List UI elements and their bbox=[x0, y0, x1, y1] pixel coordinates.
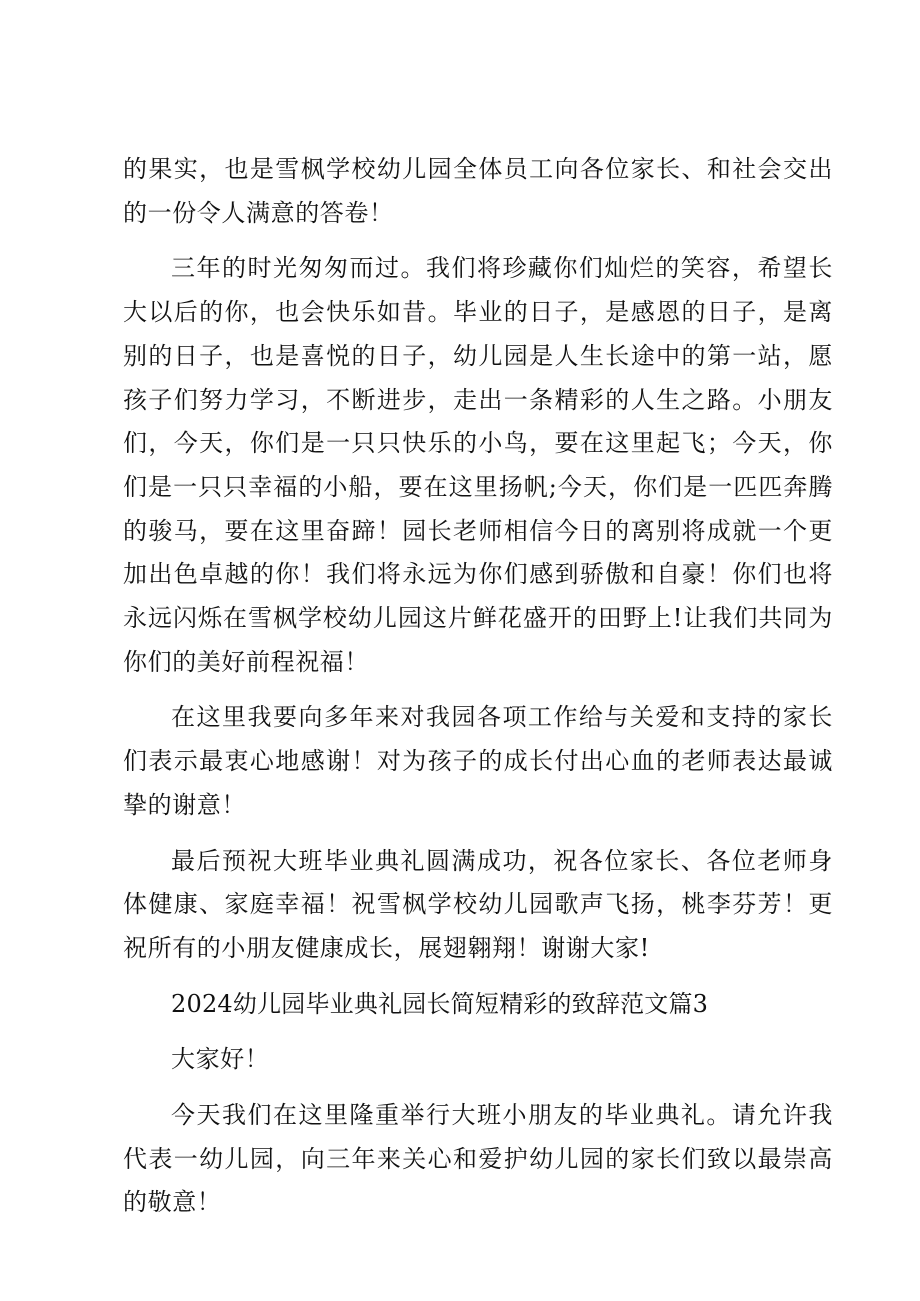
paragraph-farewell: 三年的时光匆匆而过。我们将珍藏你们灿烂的笑容，希望长大以后的你，也会快乐如昔。毕业的日子，是感恩的日子，是离别的日子，也是喜悦的日子，幼儿园是人生长途中的第一站，愿孩子们努力学习，不断进步，走出一条精彩的人生之路。小朋友们，今天，你们是一只只快乐的小鸟，要在这里起飞；今天，你们是一只只幸福的小船，要在这里扬帆;今天，你们是一匹匹奔腾的骏马，要在这里奋蹄！园长老师相信今日的离别将成就一个更加出色卓越的你！我们将永远为你们感到骄傲和自豪！你们也将永远闪烁在雪枫学校幼儿园这片鲜花盛开的田野上!让我们共同为你们的美好前程祝福！ bbox=[123, 254, 833, 676]
document-body bbox=[123, 148, 833, 1237]
section-heading: 2024幼儿园毕业典礼园长简短精彩的致辞范文篇3 bbox=[171, 989, 709, 1018]
paragraph-wishes: 最后预祝大班毕业典礼圆满成功，祝各位家长、各位老师身体健康、家庭幸福！祝雪枫学校幼儿园歌声飞扬，桃李芬芳！更祝所有的小朋友健康成长，展翅翱翔！谢谢大家! bbox=[123, 846, 833, 962]
paragraph-opening: 今天我们在这里隆重举行大班小朋友的毕业典礼。请允许我代表一幼儿园，向三年来关心和爱护幼儿园的家长们致以最崇高的敬意！ bbox=[123, 1101, 833, 1217]
paragraph-thanks: 在这里我要向多年来对我园各项工作给与关爱和支持的家长们表示最衷心地感谢！对为孩子的成长付出心血的老师表达最诚挚的谢意！ bbox=[123, 703, 833, 819]
greeting-line: 大家好！ bbox=[171, 1045, 270, 1074]
paragraph-continuation: 的果实，也是雪枫学校幼儿园全体员工向各位家长、和社会交出的一份令人满意的答卷！ bbox=[123, 155, 833, 227]
